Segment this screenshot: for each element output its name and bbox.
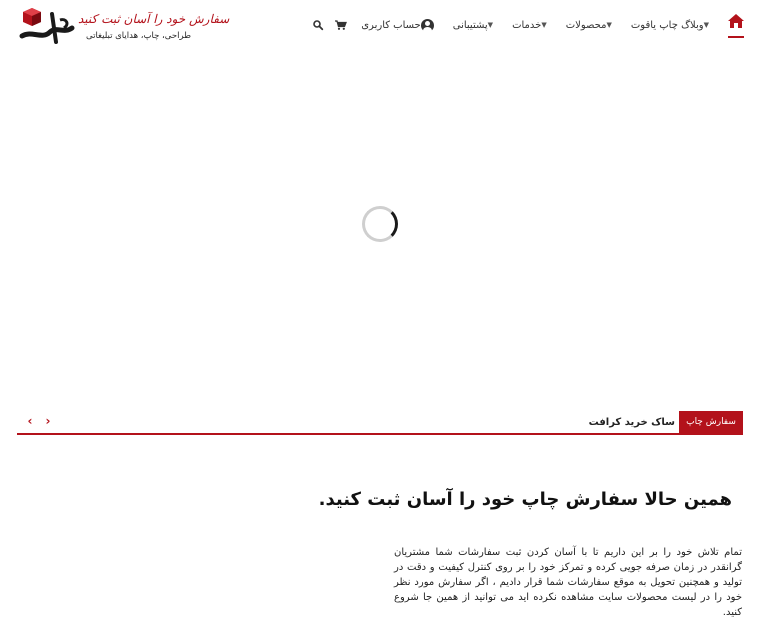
search-button[interactable] — [311, 18, 325, 32]
logo-mark — [20, 6, 74, 46]
home-icon — [728, 14, 744, 28]
site-header — [0, 0, 760, 52]
nav-item-products[interactable] — [566, 20, 617, 31]
slider-tabs — [17, 410, 743, 435]
chevron-down-icon: ▼ — [703, 21, 709, 29]
tab-print-order[interactable]: سفارش چاپ — [679, 411, 743, 433]
account-label: حساب کاربری — [361, 19, 421, 31]
loading-spinner-icon — [362, 206, 398, 242]
intro-paragraph: تمام تلاش خود را بر این داریم تا با آسان کردن ثبت سفارشات شما مشتریان گرانقدر در زمان صرفه جویی کرده و تمرکز خود را بر روی کنترل کیفیت و دقت در تولید و همچنین تحویل به موقع سفارشات شما قرار دادیم ، اگر سفارش مورد نظر خود را در لیست محصولات سایت مشاهده نکرده اید می توانید از همین جا شروع کنید. — [394, 547, 742, 618]
chevron-down-icon: ▼ — [487, 21, 494, 29]
chevron-left-icon[interactable]: ‹ — [27, 414, 33, 428]
main-nav — [303, 14, 744, 36]
logo-tagline: سفارش خود را آسان ثبت کنید — [78, 12, 230, 26]
cart-button[interactable] — [333, 18, 347, 32]
search-icon — [313, 20, 323, 30]
nav-item-support[interactable] — [453, 20, 498, 31]
chevron-down-icon: ▼ — [606, 21, 612, 29]
site-logo[interactable] — [20, 6, 230, 48]
nav-item-services[interactable] — [512, 20, 552, 31]
nav-active-indicator — [728, 36, 744, 38]
nav-item-label: خدمات — [512, 19, 542, 31]
nav-item-label: محصولات — [565, 19, 607, 31]
chevron-down-icon: ▼ — [541, 21, 547, 29]
page-headline: همین حالا سفارش چاپ خود را آسان ثبت کنید. — [318, 489, 732, 510]
chevron-right-icon[interactable]: › — [45, 414, 51, 428]
account-link[interactable] — [361, 19, 439, 32]
logo-subtitle: طراحی، چاپ، هدایای تبلیغاتی — [86, 31, 191, 41]
nav-item-blog[interactable] — [631, 20, 714, 31]
nav-item-label: وبلاگ چاپ یاقوت — [630, 19, 704, 31]
nav-home-link[interactable] — [728, 14, 744, 36]
slider-arrows — [25, 413, 53, 429]
nav-item-label: پشتیبانی — [452, 19, 488, 31]
user-icon — [421, 19, 434, 32]
cart-icon — [335, 20, 346, 30]
tab-kraft-bag[interactable]: ساک خرید کرافت — [588, 416, 675, 428]
